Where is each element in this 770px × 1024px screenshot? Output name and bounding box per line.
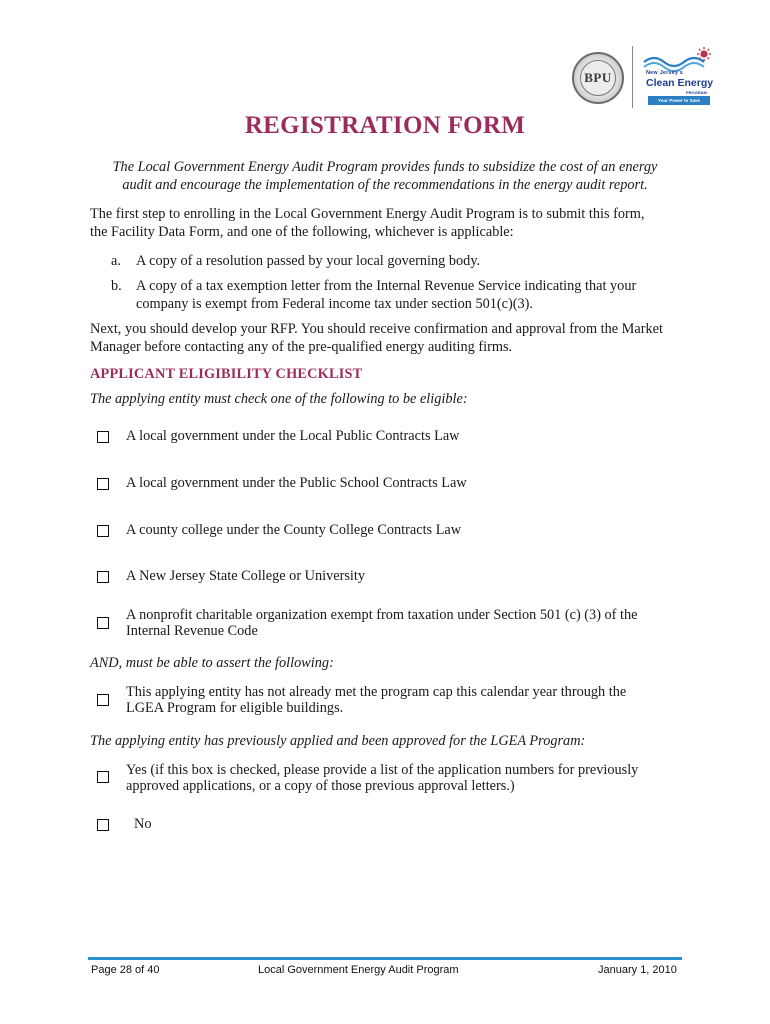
checklist-instruction: The applying entity must check one of the following to be eligible:: [90, 391, 468, 407]
clean-energy-program: PROGRAM: [686, 90, 707, 95]
previous-yes-line-2: approved applications, or a copy of those previous approval letters.): [126, 778, 515, 794]
and-assert-text: AND, must be able to assert the following:: [90, 655, 334, 671]
requirement-b-line-1: A copy of a tax exemption letter from the Internal Revenue Service indicating that your: [136, 278, 637, 294]
checkbox-public-school-contracts[interactable]: [97, 478, 109, 490]
checkbox-previous-yes[interactable]: [97, 771, 109, 783]
checkbox-nonprofit[interactable]: [97, 617, 109, 629]
option-nonprofit-line-1: A nonprofit charitable organization exempt from taxation under Section 501 (c) (3) of the: [126, 607, 638, 623]
intro-line-2: audit and encourage the implementation of the recommendations in the energy audit report.: [122, 177, 648, 193]
clean-energy-subtitle: New Jersey's: [646, 70, 684, 76]
footer-program-name: Local Government Energy Audit Program: [258, 964, 459, 976]
requirement-b-line-2: company is exempt from Federal income tax under section 501(c)(3).: [136, 296, 534, 312]
first-step-paragraph: [90, 205, 690, 241]
previous-yes-line-1: Yes (if this box is checked, please provide a list of the application numbers for previously: [126, 762, 639, 778]
intro-text: [90, 158, 680, 194]
assertion-label: [126, 684, 686, 716]
sun-and-waves-icon: [642, 46, 718, 72]
bpu-logo-text: BPU: [584, 70, 612, 85]
clean-energy-name: Clean Energy: [646, 77, 714, 89]
requirement-b-letter: b.: [111, 278, 122, 294]
requirement-a-letter: a.: [111, 253, 121, 269]
option-local-public-contracts-label: A local government under the Local Public Contracts Law: [126, 428, 460, 444]
assertion-line-2: LGEA Program for eligible buildings.: [126, 700, 344, 716]
page-title: REGISTRATION FORM: [244, 112, 526, 139]
logo-divider: [632, 46, 633, 108]
previous-yes-label: [126, 762, 696, 794]
option-nonprofit-line-2: Internal Revenue Code: [126, 623, 258, 639]
intro-line-1: The Local Government Energy Audit Program provides funds to subsidize the cost of an energy: [112, 159, 658, 175]
next-step-line-2: Manager before contacting any of the pre-qualified energy auditing firms.: [90, 339, 513, 355]
assertion-line-1: This applying entity has not already met the program cap this calendar year through the: [126, 684, 627, 700]
checkbox-previous-no[interactable]: [97, 819, 109, 831]
next-step-line-1: Next, you should develop your RFP. You should receive confirmation and approval from the Market: [90, 321, 663, 337]
footer-page-number: Page 28 of 40: [91, 964, 160, 976]
option-nonprofit-label: [126, 607, 686, 639]
option-county-college-label: A county college under the County College Contracts Law: [126, 522, 462, 538]
bpu-logo: [572, 52, 624, 104]
checkbox-county-college[interactable]: [97, 525, 109, 537]
option-state-college-label: A New Jersey State College or University: [126, 568, 366, 584]
checklist-heading: APPLICANT ELIGIBILITY CHECKLIST: [90, 366, 363, 382]
checkbox-state-college[interactable]: [97, 571, 109, 583]
previous-no-label: No: [134, 816, 152, 832]
clean-energy-tagline: Your Power to Save: [648, 96, 710, 105]
previous-question: The applying entity has previously applied and been approved for the LGEA Program:: [90, 733, 586, 749]
footer-date: January 1, 2010: [598, 964, 677, 976]
first-step-line-2: the Facility Data Form, and one of the following, whichever is applicable:: [90, 224, 514, 240]
first-step-line-1: The first step to enrolling in the Local Government Energy Audit Program is to submit this form,: [90, 206, 645, 222]
requirement-b-text: [136, 277, 696, 313]
checkbox-local-public-contracts[interactable]: [97, 431, 109, 443]
clean-energy-logo: [642, 46, 718, 108]
next-step-paragraph: [90, 320, 690, 356]
option-public-school-contracts-label: A local government under the Public School Contracts Law: [126, 475, 467, 491]
footer-rule: [88, 957, 682, 960]
checkbox-program-cap[interactable]: [97, 694, 109, 706]
requirement-a-text: A copy of a resolution passed by your local governing body.: [136, 253, 481, 269]
